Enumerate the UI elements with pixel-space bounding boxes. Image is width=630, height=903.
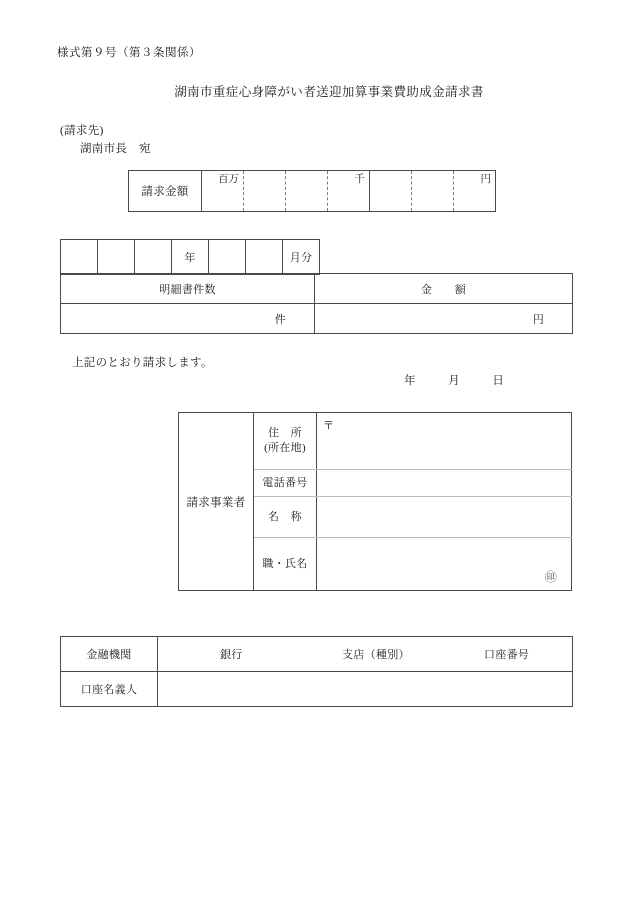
amount-unit-million: 百万: [218, 174, 239, 185]
claimant-name-value[interactable]: [317, 497, 572, 538]
signature-date-line: [404, 372, 504, 388]
amount-digit-cell-6[interactable]: [412, 171, 454, 212]
claimant-phone-value[interactable]: [317, 470, 572, 497]
table-row: [61, 240, 320, 275]
detail-summary-table: [60, 273, 573, 334]
claim-amount-label: 請求金額: [129, 171, 202, 212]
bank-field-branch: 支店（種別）: [342, 649, 410, 661]
claimant-title-name-value[interactable]: [317, 538, 572, 591]
account-holder-label: 口座名義人: [61, 672, 158, 707]
period-cell-1[interactable]: [61, 240, 98, 275]
amount-digit-cell-3[interactable]: [286, 171, 328, 212]
claimant-name-label: 名 称: [254, 497, 317, 538]
amount-digit-cell-4[interactable]: [328, 171, 370, 212]
table-row: [61, 672, 573, 707]
address-label-line1: 住 所: [268, 427, 302, 440]
amount-digit-cell-7[interactable]: [454, 171, 496, 212]
amount-unit-thousand: 千: [354, 174, 365, 185]
page-title: 湖南市重症心身障がい者送迎加算事業費助成金請求書: [174, 85, 484, 99]
detail-amount-header: 金 額: [315, 274, 573, 304]
address-label-line2: (所在地): [264, 442, 306, 454]
table-row: [61, 637, 573, 672]
bank-field-account-number: 口座番号: [484, 649, 530, 661]
detail-count-unit: 件: [274, 313, 286, 326]
detail-count-value[interactable]: [61, 304, 315, 334]
detail-amount-unit: 円: [532, 313, 544, 326]
table-row: [61, 304, 573, 334]
detail-count-header: 明細書件数: [61, 274, 315, 304]
period-cell-2[interactable]: [98, 240, 135, 275]
claimant-side-label: 請求事業者: [179, 413, 254, 591]
claimant-title-name-label: 職・氏名: [254, 538, 317, 591]
statement-text: 上記のとおり請求します。: [72, 357, 213, 369]
date-year-label: 年: [404, 375, 416, 387]
account-holder-value[interactable]: [158, 672, 573, 707]
claimant-address-value[interactable]: [317, 413, 572, 470]
period-cell-6[interactable]: [246, 240, 283, 275]
date-day-label: 日: [492, 375, 505, 387]
claim-amount-table: [128, 170, 496, 212]
bank-account-table: [60, 636, 573, 707]
date-month-label: 月: [448, 375, 460, 387]
table-row: [61, 274, 573, 304]
period-cell-year: 年: [172, 240, 209, 275]
postal-code-icon: 〒: [323, 420, 335, 432]
addressee-name: 湖南市長 宛: [80, 143, 151, 155]
amount-digit-cell-2[interactable]: [244, 171, 286, 212]
amount-unit-yen: 円: [480, 174, 491, 185]
bank-institution-label: 金融機関: [61, 637, 158, 672]
seal-icon: ㊞: [544, 570, 557, 584]
amount-digit-cell-1[interactable]: [202, 171, 244, 212]
table-row: [129, 171, 496, 212]
amount-digit-cell-5[interactable]: [370, 171, 412, 212]
period-cell-5[interactable]: [209, 240, 246, 275]
addressee-label: (請求先): [60, 125, 104, 137]
claimant-address-label: [254, 413, 317, 470]
period-table: [60, 239, 320, 275]
form-number: 様式第９号（第３条関係）: [57, 47, 201, 59]
period-cell-month: 月分: [283, 240, 320, 275]
detail-amount-value[interactable]: [315, 304, 573, 334]
period-cell-3[interactable]: [135, 240, 172, 275]
claimant-table: [178, 412, 572, 591]
claimant-phone-label: 電話番号: [254, 470, 317, 497]
bank-institution-value[interactable]: [158, 637, 573, 672]
table-row: [179, 413, 572, 470]
bank-field-bank: 銀行: [220, 649, 243, 661]
